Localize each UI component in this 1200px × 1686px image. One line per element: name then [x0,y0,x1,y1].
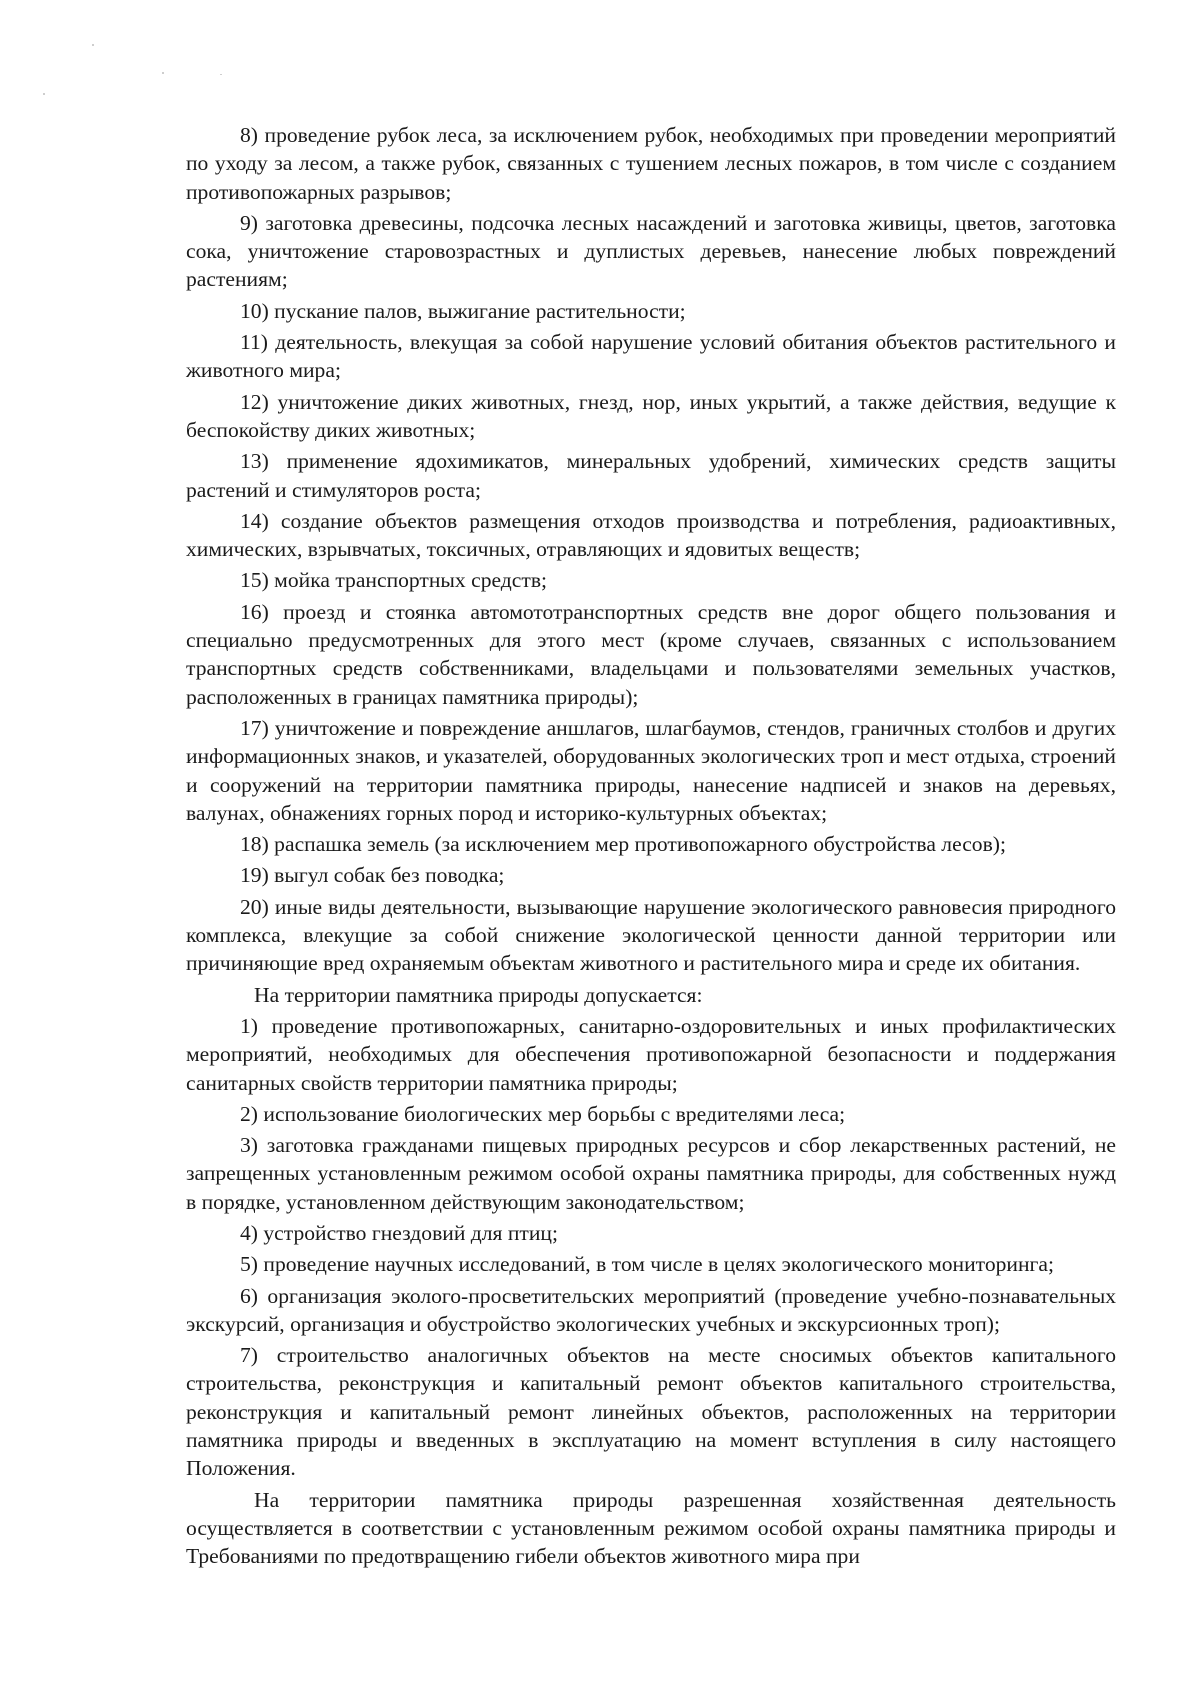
scan-speck [43,93,45,95]
paragraph-item-19: 19) выгул собак без поводка; [240,863,505,888]
scan-speck [162,72,164,74]
paragraph-item-15: 15) мойка транспортных средств; [240,568,548,593]
paragraph-item-9: 9) заготовка древесины, подсочка лесных насаждений и заготовка живицы, цветов, заготовка сока, уничтожение старовозрастных и дуплистых деревьев, нанесение любых повреждений растениям; [186,210,1116,292]
paragraph-item-8: 8) проведение рубок леса, за исключением рубок, необходимых при проведении мероприятий по уходу за лесом, а также рубок, связанных с тушением лесных пожаров, в том числе с созданием противопожарных разрывов; [186,123,1116,204]
paragraph-item-11: 11) деятельность, влекущая за собой нарушение условий обитания объектов растительного и животного мира; [186,330,1116,383]
scan-speck [220,74,222,75]
permitted-item-4: 4) устройство гнездовий для птиц; [240,1220,558,1245]
paragraph-item-14: 14) создание объектов размещения отходов производства и потребления, радиоактивных, химических, взрывчатых, токсичных, отравляющих и ядовитых веществ; [186,508,1116,562]
paragraph-item-16: 16) проезд и стоянка автомототранспортных средств вне дорог общего пользования и специально предусмотренных для этого мест (кроме случаев, связанных с использованием транспортных средств собственниками, владельцами и пользователями земельных участков, расположенных в границах памятника природы); [186,599,1116,709]
permitted-item-6: 6) организация эколого-просветительских мероприятий (проведение учебно-познавательных экскурсий, организация и обустройство экологических учебных и экскурсионных троп); [186,1283,1116,1336]
permitted-item-1: 1) проведение противопожарных, санитарно-оздоровительных и иных профилактических мероприятий, необходимых для обеспечения противопожарной безопасности и поддержания санитарных свойств территории памятника природы; [186,1013,1116,1095]
scan-speck [92,44,94,46]
document-page [186,121,1116,1571]
permitted-item-5: 5) проведение научных исследований, в том числе в целях экологического мониторинга; [240,1252,1054,1277]
closing-paragraph: На территории памятника природы разрешенная хозяйственная деятельность осуществляется в соответствии с установленным режимом особой охраны памятника природы и Требованиями по предотвращению гибели объектов животного мира при [186,1487,1116,1569]
permitted-item-2: 2) использование биологических мер борьбы с вредителями леса; [240,1101,846,1126]
permitted-heading: На территории памятника природы допускается: [254,982,703,1007]
paragraph-item-10: 10) пускание палов, выжигание растительности; [240,298,686,323]
paragraph-item-12: 12) уничтожение диких животных, гнезд, нор, иных укрытий, а также действия, ведущие к беспокойству диких животных; [186,389,1116,442]
permitted-item-7: 7) строительство аналогичных объектов на месте сносимых объектов капитального строительства, реконструкция и капитальный ремонт объектов капитального строительства, реконструкция и капитальный ремонт линейных объектов, расположенных на территории памятника природы и введенных в эксплуатацию на момент вступления в силу настоящего Положения. [186,1343,1116,1481]
permitted-item-3: 3) заготовка гражданами пищевых природных ресурсов и сбор лекарственных растений, не запрещенных установленным режимом особой охраны памятника природы, для собственных нужд в порядке, установленном действующим законодательством; [186,1133,1116,1214]
paragraph-item-13: 13) применение ядохимикатов, минеральных удобрений, химических средств защиты растений и стимуляторов роста; [186,449,1116,502]
paragraph-item-20: 20) иные виды деятельности, вызывающие нарушение экологического равновесия природного комплекса, влекущие за собой снижение экологической ценности данной территории или причиняющие вред охраняемым объектам животного и растительного мира и среде их обитания. [186,894,1116,976]
paragraph-item-17: 17) уничтожение и повреждение аншлагов, шлагбаумов, стендов, граничных столбов и других информационных знаков, и указателей, оборудованных экологических троп и мест отдыха, строений и сооружений на территории памятника природы, нанесение надписей и знаков на деревьях, валунах, обнажениях горных пород и историко-культурных объектах; [186,715,1116,825]
paragraph-item-18: 18) распашка земель (за исключением мер противопожарного обустройства лесов); [240,832,1006,857]
